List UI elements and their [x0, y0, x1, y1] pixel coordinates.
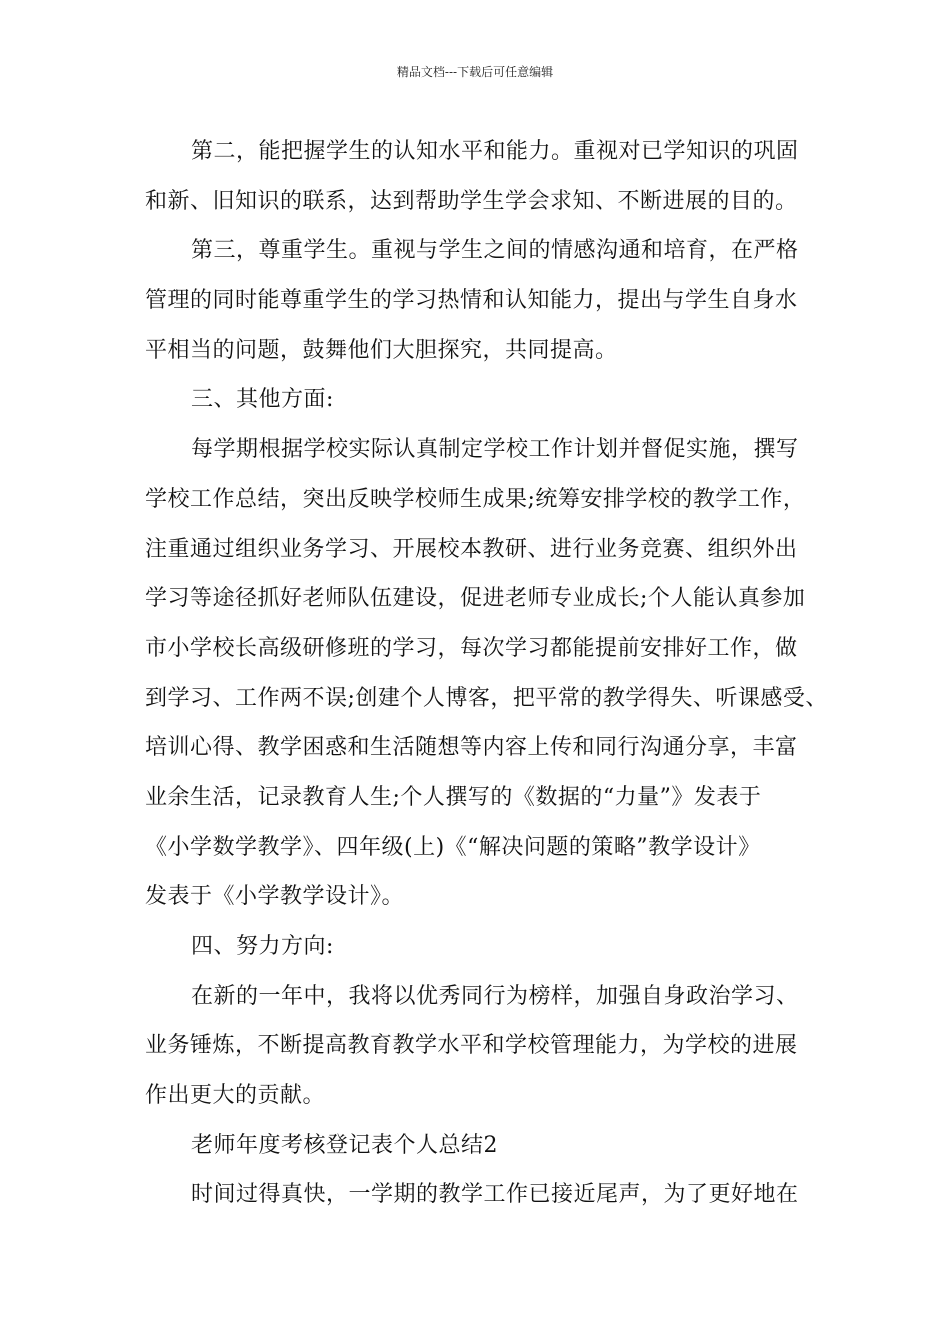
text-line: 学习等途径抓好老师队伍建设，促进老师专业成长;个人能认真参加 [145, 586, 806, 612]
document-body [145, 132, 828, 1225]
text-line: 平相当的问题，鼓舞他们大胆探究，共同提高。 [145, 337, 618, 363]
section-heading: 四、努力方向: [191, 934, 334, 959]
text-line: 第三，尊重学生。重视与学生之间的情感沟通和培育，在严格 [191, 238, 799, 264]
text-line: 第二，能把握学生的认知水平和能力。重视对已学知识的巩固 [191, 139, 799, 164]
text-line: 业余生活，记录教育人生;个人撰写的《数据的“力量”》发表于 [145, 784, 762, 810]
text-line: 《小学数学教学》、四年级(上)《“解决问题的策略”教学设计》 [145, 834, 761, 860]
text-line: 到学习、工作两不误;创建个人博客，把平常的教学得失、听课感受、 [145, 685, 828, 711]
text-line: 学校工作总结，突出反映学校师生成果;统筹安排学校的教学工作， [145, 486, 806, 512]
text-line: 业务锤炼，不断提高教育教学水平和学校管理能力，为学校的进展 [145, 1033, 798, 1059]
text-line: 和新、旧知识的联系，达到帮助学生学会求知、不断进展的目的。 [145, 188, 798, 214]
page-header: 精品文档---下载后可任意编辑 [396, 65, 554, 79]
section-heading: 三、其他方面: [191, 387, 334, 413]
document-title: 老师年度考核登记表个人总结2 [191, 1132, 498, 1158]
text-line: 作出更大的贡献。 [145, 1083, 326, 1109]
text-line: 培训心得、教学困惑和生活随想等内容上传和同行沟通分享，丰富 [145, 735, 798, 761]
text-line: 时间过得真快，一学期的教学工作已接近尾声，为了更好地在 [191, 1182, 799, 1208]
text-line: 管理的同时能尊重学生的学习热情和认知能力，提出与学生自身水 [145, 288, 798, 314]
text-line: 注重通过组织业务学习、开展校本教研、进行业务竞赛、组织外出 [145, 536, 798, 562]
text-line: 在新的一年中，我将以优秀同行为榜样，加强自身政治学习、 [191, 983, 799, 1009]
text-line: 每学期根据学校实际认真制定学校工作计划并督促实施，撰写 [191, 437, 799, 463]
text-line: 市小学校长高级研修班的学习，每次学习都能提前安排好工作，做 [145, 635, 798, 661]
text-line: 发表于《小学教学设计》。 [145, 884, 405, 910]
